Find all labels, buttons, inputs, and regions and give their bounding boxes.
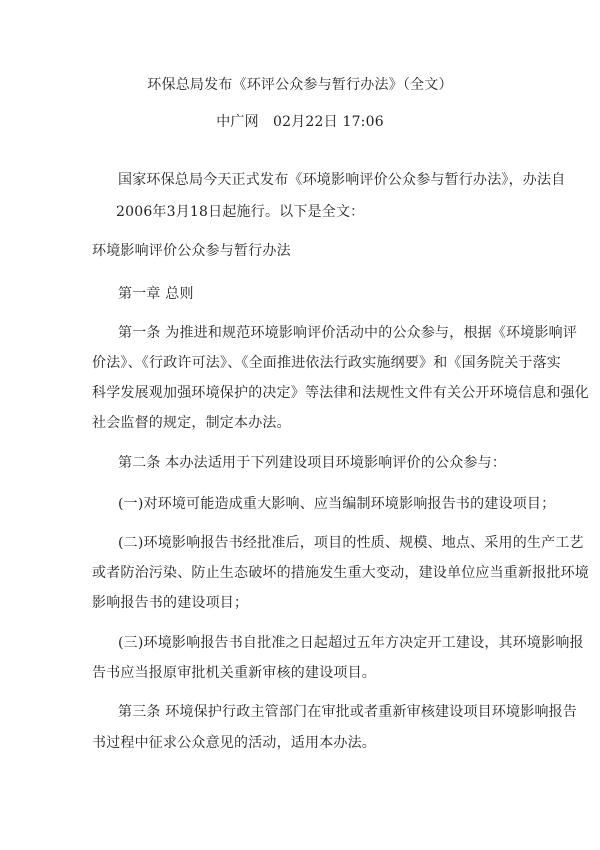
intro-line: 2006年3月18日起施行。以下是全文： xyxy=(116,204,365,220)
chapter-heading: 第一章 总则 xyxy=(118,286,194,302)
item-2-line: 或者防治污染、防止生态破坏的措施发生重大变动，建设单位应当重新报批环境 xyxy=(92,565,589,581)
article-1-line: 价法》、《行政许可法》、《全面推进依法行政实施纲要》和《国务院关于落实 xyxy=(92,355,561,371)
item-1-line: (一)对环境可能造成重大影响、应当编制环境影响报告书的建设项目； xyxy=(118,496,556,512)
item-2-line: 影响报告书的建设项目； xyxy=(92,595,249,611)
item-3-line: (三)环境影响报告书自批准之日起超过五年方决定开工建设，其环境影响报 xyxy=(118,635,584,651)
item-2-line: (二)环境影响报告书经批准后，项目的性质、规模、地点、采用的生产工艺 xyxy=(118,535,584,551)
article-2-line: 第二条 本办法适用于下列建设项目环境影响评价的公众参与： xyxy=(118,455,507,471)
article-1-line: 科学发展观加强环境保护的决定》等法律和法规性文件有关公开环境信息和强化 xyxy=(92,385,589,401)
item-3-line: 告书应当报原审批机关重新审核的建设项目。 xyxy=(92,665,376,681)
article-3-line: 第三条 环境保护行政主管部门在审批或者重新审核建设项目环境影响报告 xyxy=(118,704,578,720)
article-1-line: 社会监督的规定，制定本办法。 xyxy=(92,415,291,431)
article-title: 环保总局发布《环评公众参与暂行办法》（全文） xyxy=(147,77,453,93)
source-timestamp: 中广网 02月22日 17:06 xyxy=(216,114,384,130)
document-title: 环境影响评价公众参与暂行办法 xyxy=(92,243,291,259)
intro-line: 国家环保总局今天正式发布《环境影响评价公众参与暂行办法》，办法自 xyxy=(118,172,566,188)
article-3-line: 书过程中征求公众意见的活动，适用本办法。 xyxy=(92,735,376,751)
article-1-line: 第一条 为推进和规范环境影响评价活动中的公众参与，根据《环境影响评 xyxy=(118,325,578,341)
